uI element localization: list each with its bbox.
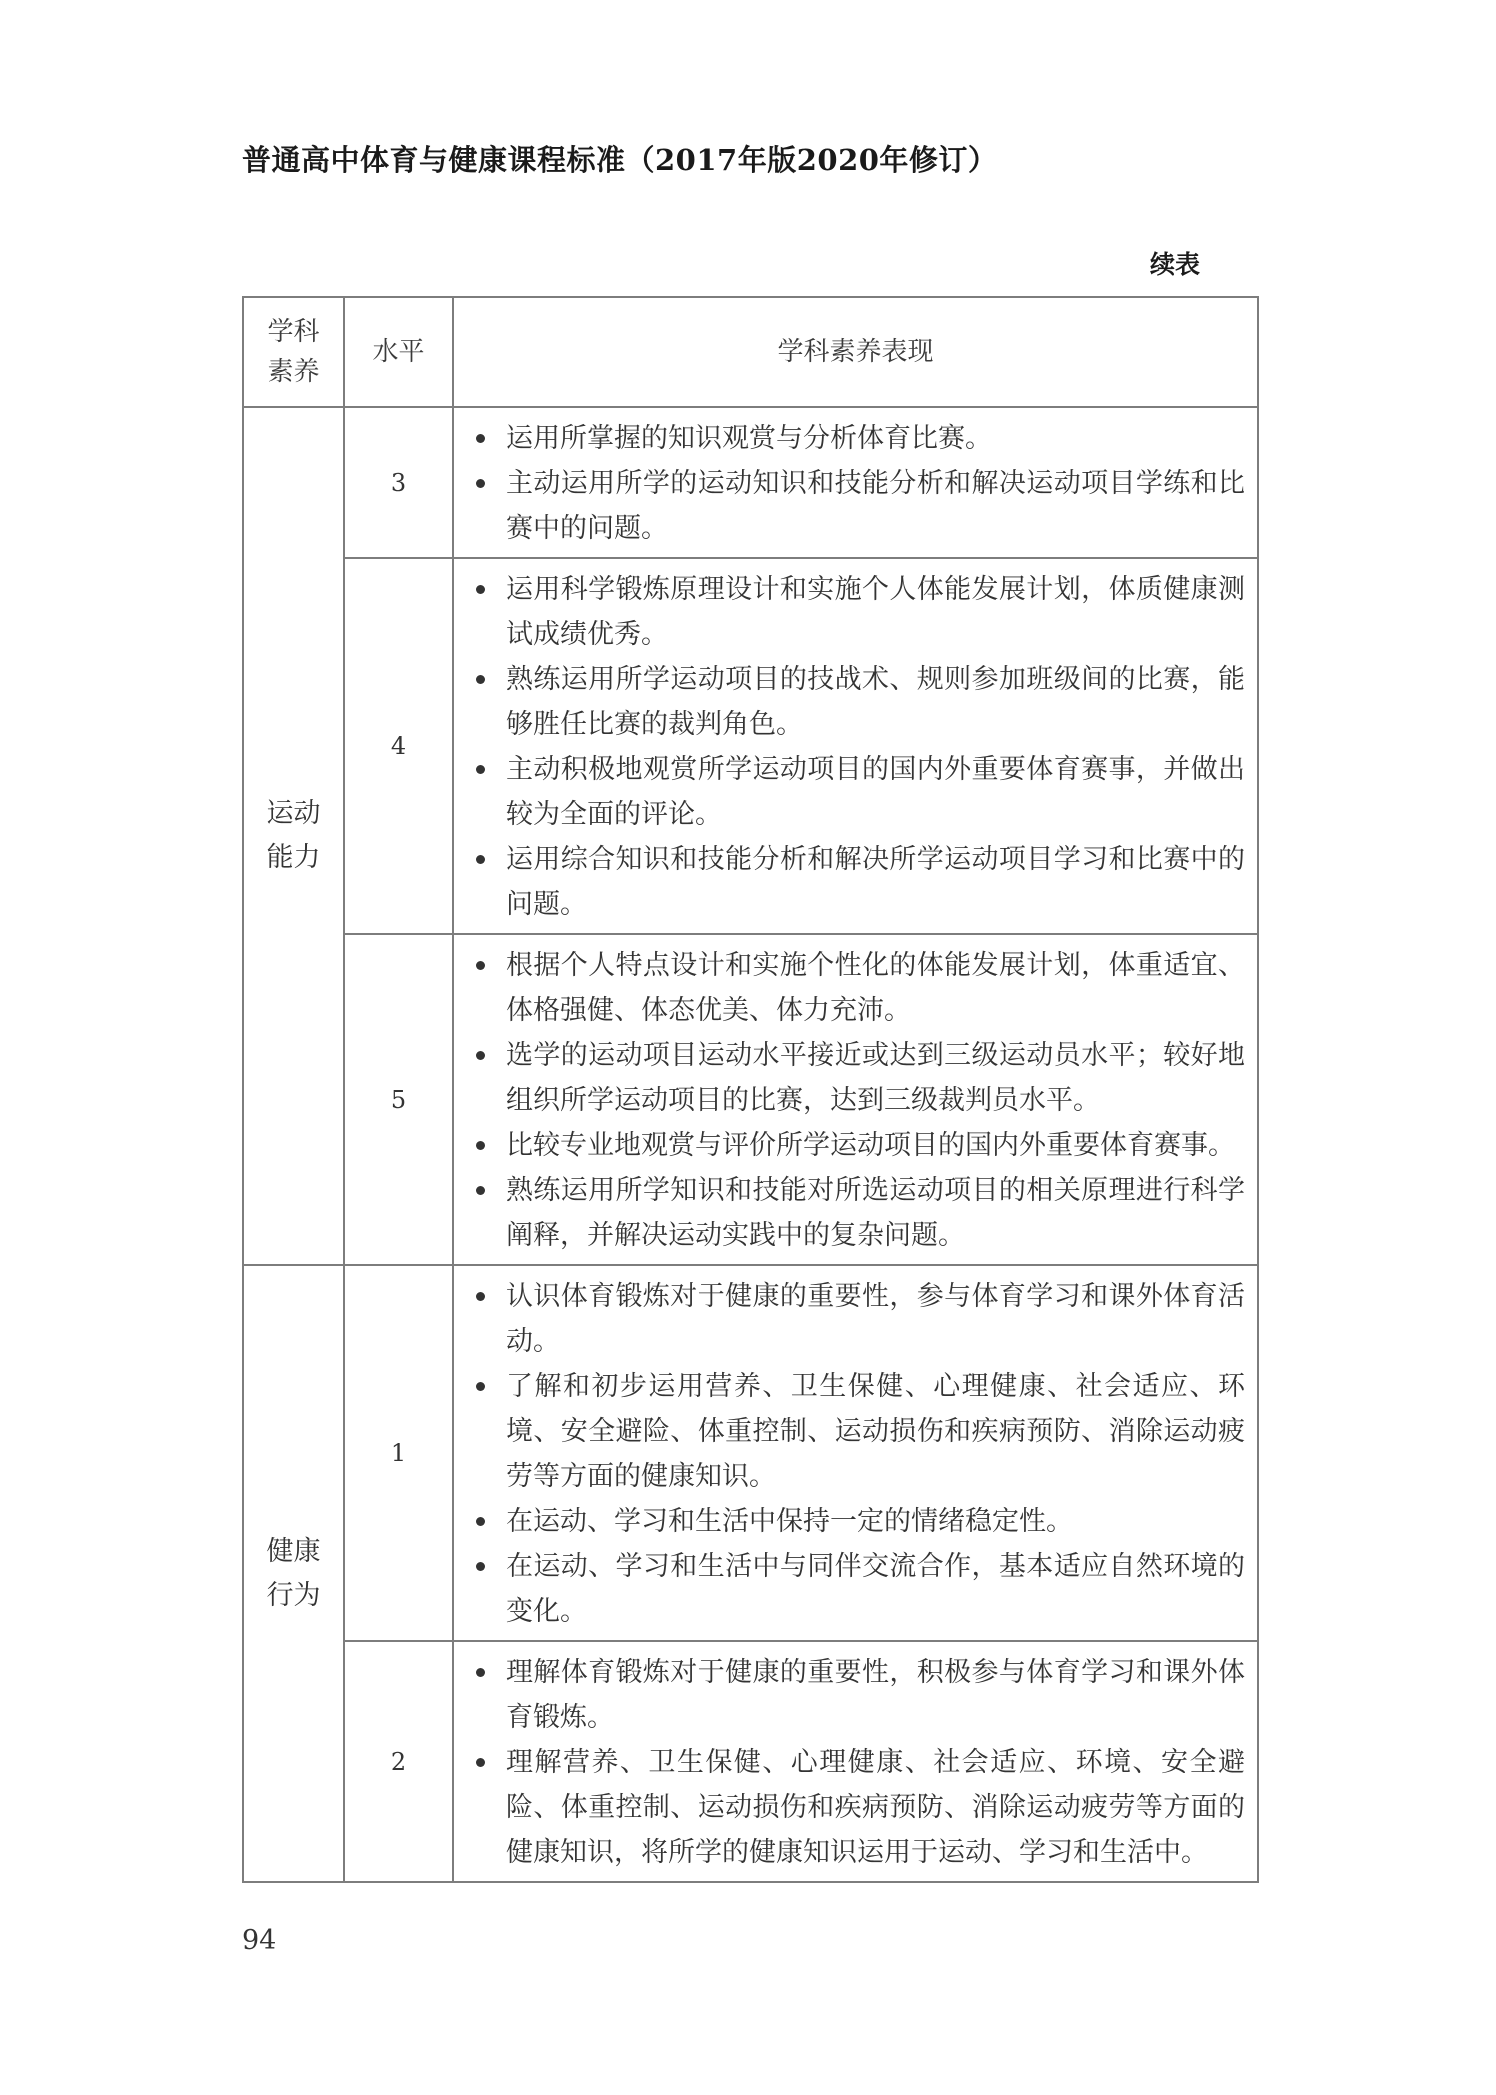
- table-row: [243, 934, 1258, 1265]
- performance-item: 运用科学锻炼原理设计和实施个人体能发展计划，体质健康测试成绩优秀。: [466, 567, 1245, 657]
- performance-list: [466, 943, 1245, 1258]
- performance-item: 运用综合知识和技能分析和解决所学运动项目学习和比赛中的问题。: [466, 837, 1245, 927]
- header-performance: 学科素养表现: [453, 297, 1258, 407]
- performance-cell: [453, 934, 1258, 1265]
- performance-item: 了解和初步运用营养、卫生保健、心理健康、社会适应、环境、安全避险、体重控制、运动损伤和疾病预防、消除运动疲劳等方面的健康知识。: [466, 1364, 1245, 1499]
- performance-item: 在运动、学习和生活中与同伴交流合作，基本适应自然环境的变化。: [466, 1544, 1245, 1634]
- performance-item: 比较专业地观赏与评价所学运动项目的国内外重要体育赛事。: [466, 1123, 1245, 1168]
- performance-cell: [453, 407, 1258, 558]
- competency-table: [242, 296, 1259, 1883]
- table-row: [243, 407, 1258, 558]
- performance-item: 选学的运动项目运动水平接近或达到三级运动员水平；较好地组织所学运动项目的比赛，达到三级裁判员水平。: [466, 1033, 1245, 1123]
- performance-cell: [453, 1641, 1258, 1882]
- performance-item: 理解营养、卫生保健、心理健康、社会适应、环境、安全避险、体重控制、运动损伤和疾病预防、消除运动疲劳等方面的健康知识，将所学的健康知识运用于运动、学习和生活中。: [466, 1740, 1245, 1875]
- performance-item: 运用所掌握的知识观赏与分析体育比赛。: [466, 416, 1245, 461]
- performance-cell: [453, 558, 1258, 934]
- competency-cell: 健康 行为: [243, 1265, 344, 1882]
- performance-item: 认识体育锻炼对于健康的重要性，参与体育学习和课外体育活动。: [466, 1274, 1245, 1364]
- performance-item: 熟练运用所学知识和技能对所选运动项目的相关原理进行科学阐释，并解决运动实践中的复杂问题。: [466, 1168, 1245, 1258]
- performance-list: [466, 1274, 1245, 1634]
- running-header: 普通高中体育与健康课程标准（2017年版2020年修订）: [242, 143, 998, 177]
- level-cell: 1: [344, 1265, 453, 1641]
- performance-item: 理解体育锻炼对于健康的重要性，积极参与体育学习和课外体育锻炼。: [466, 1650, 1245, 1740]
- table-body: [243, 407, 1258, 1882]
- table-row: [243, 558, 1258, 934]
- continued-label: 续表: [1150, 250, 1201, 279]
- performance-list: [466, 567, 1245, 927]
- competency-cell: 运动 能力: [243, 407, 344, 1265]
- level-cell: 5: [344, 934, 453, 1265]
- level-cell: 4: [344, 558, 453, 934]
- performance-list: [466, 1650, 1245, 1875]
- table-row: [243, 1641, 1258, 1882]
- performance-item: 根据个人特点设计和实施个性化的体能发展计划，体重适宜、体格强健、体态优美、体力充沛。: [466, 943, 1245, 1033]
- header-level: 水平: [344, 297, 453, 407]
- performance-item: 熟练运用所学运动项目的技战术、规则参加班级间的比赛，能够胜任比赛的裁判角色。: [466, 657, 1245, 747]
- performance-list: [466, 416, 1245, 551]
- performance-item: 主动运用所学的运动知识和技能分析和解决运动项目学练和比赛中的问题。: [466, 461, 1245, 551]
- page-number: 94: [242, 1925, 277, 1956]
- level-cell: 3: [344, 407, 453, 558]
- performance-item: 在运动、学习和生活中保持一定的情绪稳定性。: [466, 1499, 1245, 1544]
- level-cell: 2: [344, 1641, 453, 1882]
- performance-cell: [453, 1265, 1258, 1641]
- header-competency: 学科 素养: [243, 297, 344, 407]
- performance-item: 主动积极地观赏所学运动项目的国内外重要体育赛事，并做出较为全面的评论。: [466, 747, 1245, 837]
- table-row: [243, 1265, 1258, 1641]
- table-header-row: [243, 297, 1258, 407]
